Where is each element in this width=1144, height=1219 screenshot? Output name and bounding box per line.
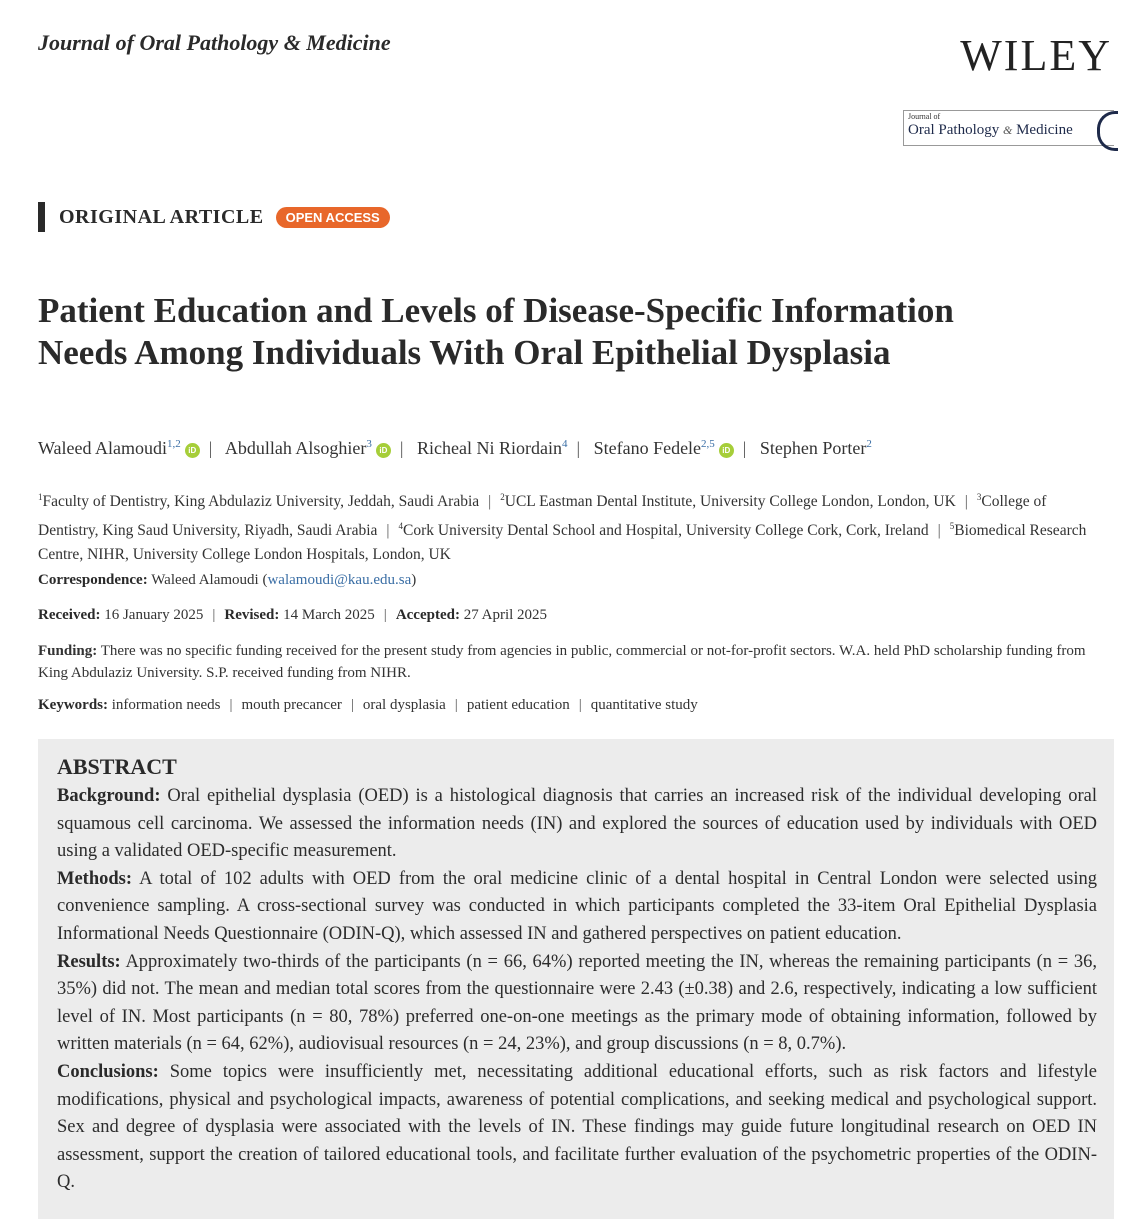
badge-small-text: Journal of [908, 112, 941, 121]
abstract-conclusions: Conclusions: Some topics were insufficiently met, necessitating additional educational efforts, such as risk factors and lifestyle modifications, physical and psychological impacts, awareness of potential complications, and seeking medical and psychological support. Sex and degree of dysplasia were associated with the levels of IN. These findings may guide future longitudinal research on OED IN assessment, support the creation of tailored educational tools, and facilitate further evaluation of the psychometric properties of the ODIN-Q. [57, 1061, 1098, 1193]
author-affil-sup: 2 [866, 438, 872, 450]
accepted-date: 27 April 2025 [463, 607, 548, 623]
author-affil-sup: 3 [366, 438, 372, 450]
author-affil-sup: 1,2 [167, 438, 181, 450]
keyword[interactable]: oral dysplasia [362, 697, 446, 713]
keyword[interactable]: patient education [466, 697, 570, 713]
author-name[interactable]: Stefano Fedele [593, 438, 702, 458]
open-access-badge[interactable]: OPEN ACCESS [276, 207, 390, 228]
publisher-logo: WILEY [960, 31, 1112, 80]
correspondence-name: Waleed Alamoudi [151, 572, 259, 588]
keyword[interactable]: quantitative study [590, 697, 698, 713]
journal-name: Journal of Oral Pathology & Medicine [38, 30, 391, 55]
author-name[interactable]: Waleed Alamoudi [38, 438, 168, 458]
affiliation: UCL Eastman Dental Institute, University College London, London, UK [504, 493, 956, 511]
article-type-row [38, 202, 390, 232]
author-affil-sup: 2,5 [701, 438, 715, 450]
abstract-heading: ABSTRACT [57, 754, 177, 779]
revised-date: 14 March 2025 [283, 607, 375, 623]
badge-arc-icon [1097, 111, 1118, 151]
affiliations: $^1$Faculty of Dentistry, King Abdulaziz University, Jeddah, Saudi Arabia | $^2$UCL Eastman Dental Institute, University College London, London, UK | $^3$College of Dentistry, King Saud University, Riyadh, Saudi Arabia | $^4$Cork University Dental School and Hospital, University College Cork, Cork, Ireland | $^5$Biomedical Research Centre, NIHR, University College London Hospitals, London, UK [38, 492, 1087, 564]
keywords: Keywords: information needs | mouth precancer | oral dysplasia | patient education | quantitative study [38, 697, 698, 713]
journal-badge-logo [903, 110, 1114, 146]
affiliation: Faculty of Dentistry, King Abdulaziz University, Jeddah, Saudi Arabia [42, 493, 480, 511]
abstract-body [57, 783, 1097, 1197]
affiliation: Cork University Dental School and Hospital, University College Cork, Cork, Ireland [403, 522, 929, 540]
orcid-icon[interactable]: iD [719, 443, 734, 458]
author-separator: | [399, 438, 404, 458]
article-type-bar [38, 202, 45, 232]
article-dates: Received: 16 January 2025 | Revised: 14 March 2025 | Accepted: 27 April 2025 [38, 607, 548, 623]
author-list [38, 438, 872, 459]
orcid-icon[interactable]: iD [185, 443, 200, 458]
affiliation: College of Dentistry, King Saud University, Riyadh, Saudi Arabia [38, 493, 1047, 540]
keyword[interactable]: information needs [111, 697, 221, 713]
keyword[interactable]: mouth precancer [241, 697, 342, 713]
author-separator: | [576, 438, 581, 458]
abstract-background: Background: Oral epithelial dysplasia (OED) is a histological diagnosis that carries an increased risk of the individual developing oral squamous cell carcinoma. We assessed the information needs (IN) and explored the sources of education used by individuals with OED using a validated OED-specific measurement. [57, 786, 1098, 862]
funding-statement: Funding: There was no specific funding received for the present study from agencies in public, commercial or not-for-profit sectors. W.A. held PhD scholarship funding from King Abdulaziz University. S.P. received funding from NIHR. [38, 643, 1086, 681]
abstract-box [38, 739, 1114, 1219]
correspondence-email-link[interactable]: walamoudi@kau.edu.sa [267, 572, 412, 588]
author-name[interactable]: Abdullah Alsoghier [224, 438, 367, 458]
affiliation: Biomedical Research Centre, NIHR, University College London Hospitals, London, UK [38, 522, 1087, 564]
author-separator: | [742, 438, 747, 458]
author-name[interactable]: Richeal Ni Riordain [417, 438, 562, 458]
abstract-results: Results: Approximately two-thirds of the participants (n = 66, 64%) reported meeting the IN, whereas the remaining participants (n = 36, 35%) did not. The mean and median total scores from the questionnaire were 2.43 (±0.38) and 2.6, respectively, indicating a low sufficient level of IN. Most participants (n = 80, 78%) preferred one-on-one meetings as the primary mode of obtaining information, followed by written materials (n = 64, 62%), audiovisual resources (n = 24, 23%), and group discussions (n = 8, 0.7%). [57, 951, 1097, 1055]
abstract-methods: Methods: A total of 102 adults with OED from the oral medicine clinic of a dental hospital in Central London were selected using convenience sampling. A cross-sectional survey was conducted in which participants completed the 33-item Oral Epithelial Dysplasia Informational Needs Questionnaire (ODIN-Q), which assessed IN and gathered perspectives on patient education. [57, 868, 1098, 944]
orcid-icon[interactable]: iD [376, 443, 391, 458]
received-date: 16 January 2025 [104, 607, 204, 623]
article-title: Patient Education and Levels of Disease-Specific Information Needs Among Individuals With Oral Epithelial Dysplasia [38, 291, 954, 372]
badge-title: Oral Pathology & Medicine [908, 122, 1073, 138]
correspondence: Correspondence: Waleed Alamoudi (walamoudi@kau.edu.sa) [38, 572, 417, 588]
author-separator: | [208, 438, 213, 458]
article-type: ORIGINAL ARTICLE [59, 205, 264, 228]
author-name[interactable]: Stephen Porter [759, 438, 867, 458]
author-affil-sup: 4 [561, 438, 568, 450]
